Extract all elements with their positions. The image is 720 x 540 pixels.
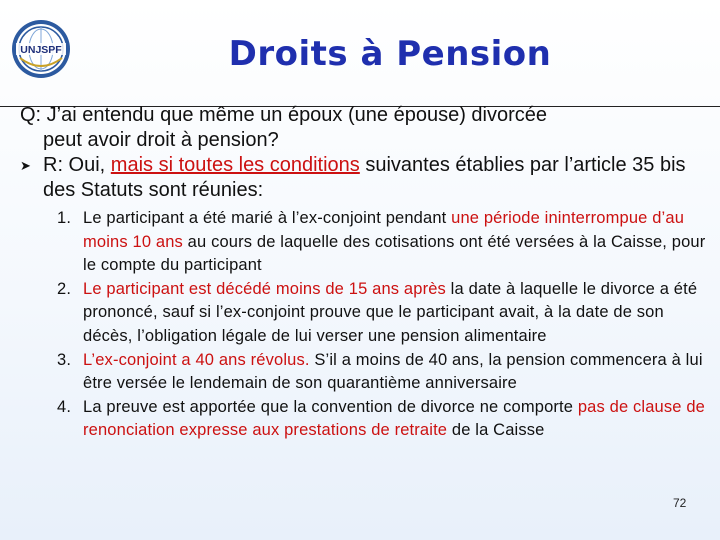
highlight-text: Le participant est décédé moins de 15 ans après [83,279,446,298]
highlight-text: une période ininterrompue d’au moins 10 ans [83,209,685,251]
question [20,103,710,153]
item-number: 2. [57,279,72,298]
page-number: 72 [673,496,687,510]
list-item: 3. L’ex-conjoint a 40 ans révolus. S’il a moins de 40 ans, la pension commencera à lui être versée le lendemain de son quarantième anniversaire [57,350,703,393]
arrow-bullet-icon: ➤ [20,158,31,173]
answer-suffix: suivantes établies par l’article 35 bis des Statuts sont réunies: [43,154,686,201]
highlight-text: pas de clause de renonciation expresse aux prestations de retraite [83,397,706,440]
item-number: 1. [57,209,72,227]
highlight-text: L’ex-conjoint a 40 ans révolus. [83,350,310,369]
item-number: 3. [57,350,72,369]
slide-body [20,103,710,443]
list-item: 1. Le participant a été marié à l’ex-conjoint pendant une période ininterrompue d’au moins 10 ans au cours de laquelle des cotisations ont été versées à la Caisse, pour le compte du participant [57,209,706,275]
item-number: 4. [57,397,72,416]
answer [20,153,710,203]
question-line-2: peut avoir droit à pension? [43,129,279,151]
conditions-list [20,207,710,443]
svg-text:UNJSPF: UNJSPF [20,44,62,56]
answer-prefix: R: Oui, [43,154,111,176]
list-item: 2. Le participant est décédé moins de 15 ans après la date à laquelle le divorce a été prononcé, sauf si l’ex-conjoint prouve que le participant avait, à la date de son décès, l’obligation légale de lui verser une pension alimentaire [57,279,698,345]
slide-title: Droits à Pension [228,34,552,74]
answer-underlined: mais si toutes les conditions [110,154,360,176]
list-item: 4. La preuve est apportée que la convention de divorce ne comporte pas de clause de renonciation expresse aux prestations de retraite de la Caisse [57,397,706,440]
question-line-1: Q: J’ai entendu que même un époux (une épouse) divorcée [20,104,548,126]
